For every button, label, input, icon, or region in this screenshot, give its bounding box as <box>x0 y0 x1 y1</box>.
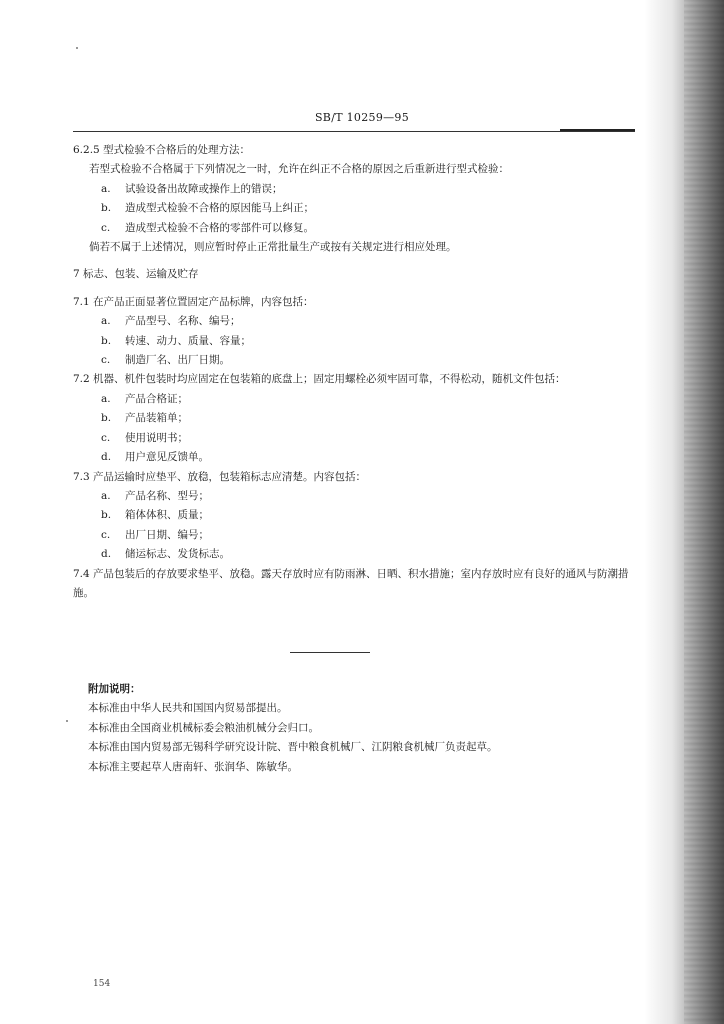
list-item <box>73 312 643 331</box>
list-item <box>73 506 643 525</box>
list-item-label: d. <box>101 451 112 464</box>
section-7-title: 7 标志、包装、运输及贮存 <box>73 268 199 281</box>
scan-shadow-texture <box>684 0 724 1024</box>
section-6-2-5-closing: 倘若不属于上述情况，则应暂时停止正常批量生产或按有关规定进行相应处理。 <box>89 241 457 254</box>
list-item <box>73 351 643 370</box>
list-item-text: 转速、动力、质量、容量； <box>125 334 251 347</box>
list-item-text: 造成型式检验不合格的原因能马上纠正； <box>125 202 314 215</box>
list-item-text: 产品装箱单； <box>125 412 188 425</box>
list-item-text: 用户意见反馈单。 <box>125 451 209 464</box>
list-item-text: 箱体体积、质量； <box>125 509 209 522</box>
list-item-label: b. <box>101 334 112 347</box>
list-item-label: b. <box>101 412 112 425</box>
list-item <box>73 180 643 199</box>
list-item <box>73 448 643 467</box>
section-6-2-5-intro: 若型式检验不合格属于下列情况之一时，允许在纠正不合格的原因之后重新进行型式检验： <box>89 163 509 176</box>
list-item <box>73 409 643 428</box>
list-item-text: 储运标志、发货标志。 <box>125 548 230 561</box>
list-item <box>73 199 643 218</box>
list-item-label: c. <box>101 528 111 541</box>
list-item-text: 试验设备出故障或操作上的错误； <box>125 182 283 195</box>
additional-note-line: 本标准由全国商业机械标委会粮油机械分会归口。 <box>88 721 319 734</box>
section-7-3-title: 7.3 产品运输时应垫平、放稳，包装箱标志应清楚。内容包括： <box>73 470 367 483</box>
list-item-label: a. <box>101 182 111 195</box>
list-item <box>73 545 643 564</box>
list-item-label: b. <box>101 509 112 522</box>
list-item-label: c. <box>101 221 111 234</box>
additional-note-line: 本标准由中华人民共和国国内贸易部提出。 <box>88 702 288 715</box>
list-item <box>73 390 643 409</box>
additional-notes <box>88 680 648 777</box>
list-item-label: a. <box>101 315 111 328</box>
list-item-label: d. <box>101 548 112 561</box>
list-item <box>73 219 643 238</box>
additional-note-line: 本标准由国内贸易部无锡科学研究设计院、晋中粮食机械厂、江阴粮食机械厂负责起草。 <box>88 741 498 754</box>
header-rule-accent <box>560 129 635 131</box>
page-number: 154 <box>93 979 111 989</box>
section-6-2-5-title: 6.2.5 型式检验不合格后的处理方法： <box>73 144 251 156</box>
standard-code-header: SB/T 10259—95 <box>314 111 410 124</box>
list-item <box>73 526 643 545</box>
list-item <box>73 429 643 448</box>
list-item-label: b. <box>101 202 112 215</box>
section-7-1-title: 7.1 在产品正面显著位置固定产品标牌，内容包括： <box>73 295 314 308</box>
section-7-2-title: 7.2 机器、机件包装时均应固定在包装箱的底盘上；固定用螺栓必须牢固可靠，不得松动，随机文件包括： <box>73 373 566 386</box>
list-item <box>73 332 643 351</box>
list-item-label: c. <box>101 354 111 367</box>
list-item-label: c. <box>101 431 111 444</box>
list-item-text: 产品型号、名称、编号； <box>125 315 241 328</box>
list-item <box>73 487 643 506</box>
list-item-text: 出厂日期、编号； <box>125 528 209 541</box>
list-item-text: 使用说明书； <box>125 431 188 444</box>
section-7-4-text: 7.4 产品包装后的存放要求垫平、放稳。露天存放时应有防雨淋、日晒、积水措施；室内存放时应有良好的通风与防潮措施。 <box>73 567 629 599</box>
additional-notes-title: 附加说明： <box>88 683 141 695</box>
list-item-label: a. <box>101 392 111 405</box>
scan-speck <box>66 720 68 722</box>
list-item-label: a. <box>101 489 111 502</box>
header-rule <box>73 131 635 132</box>
additional-note-line: 本标准主要起草人唐南轩、张润华、陈敏华。 <box>88 760 298 773</box>
list-item-text: 造成型式检验不合格的零部件可以修复。 <box>125 221 314 234</box>
document-body <box>73 141 643 603</box>
end-of-standard-rule <box>290 652 370 653</box>
scan-speck <box>76 47 78 49</box>
list-item-text: 制造厂名、出厂日期。 <box>125 354 230 367</box>
list-item-text: 产品合格证； <box>125 392 188 405</box>
list-item-text: 产品名称、型号； <box>125 489 209 502</box>
